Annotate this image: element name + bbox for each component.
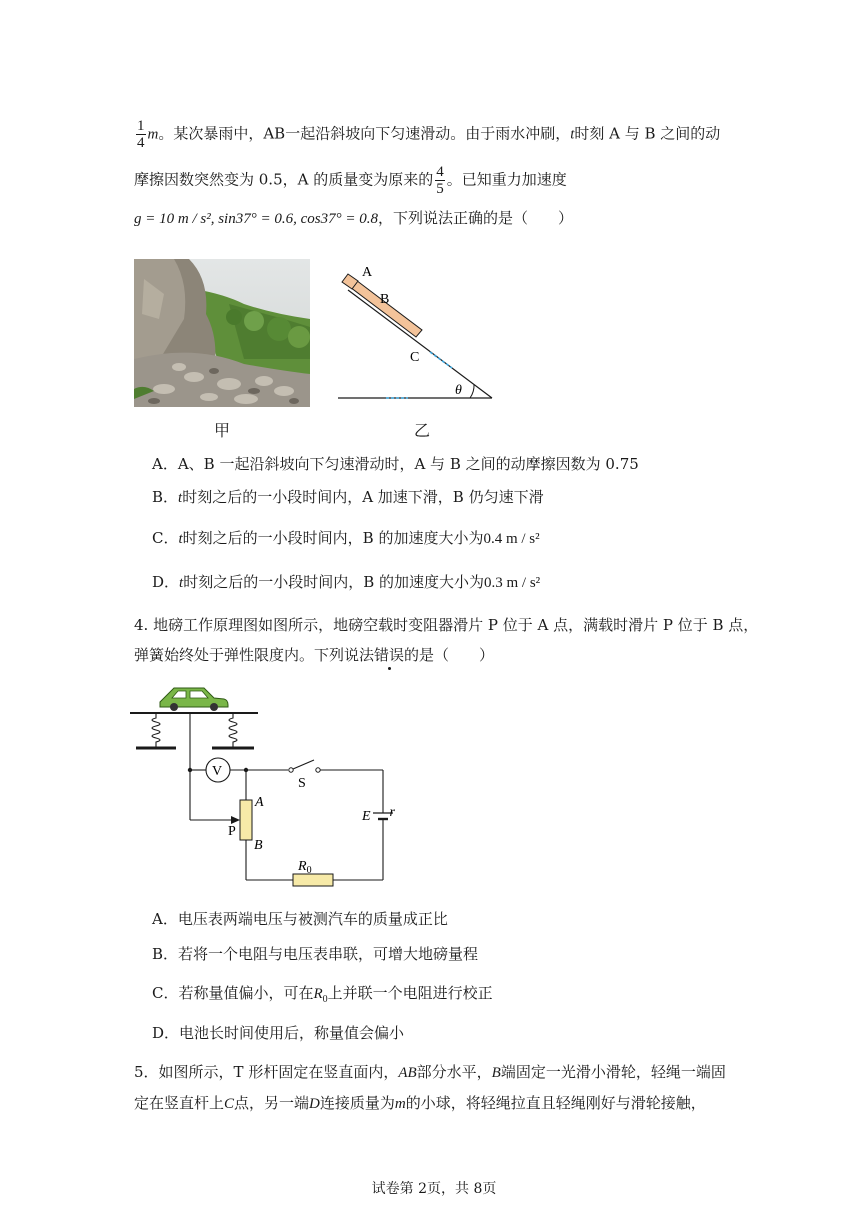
weighbridge-circuit-diagram <box>128 680 393 890</box>
switch-label: S <box>298 776 306 791</box>
q3-option-d: D．t时刻之后的一小段时间内，B 的加速度大小为0.3 m / s² <box>152 573 541 591</box>
fraction-four-fifths: $\frac{4}{5}$ <box>436 164 444 197</box>
label-B: B <box>380 292 390 307</box>
q3-line-1: $\frac{1}{4}$ m。某次暴雨中，AB一起沿斜坡向下匀速滑动。由于雨水冲刷，t时刻 A 与 B 之间的动 <box>137 118 721 151</box>
q4-option-a: A．电压表两端电压与被测汽车的质量成正比 <box>152 910 448 928</box>
car-icon <box>160 688 228 711</box>
q3-line-2: 摩擦因数突然变为 0.5，A 的质量变为原来的 $\frac{4}{5}$ 。已知重力加速度 <box>134 164 567 197</box>
internal-resistance-label: r <box>389 805 395 820</box>
q3-option-a: A．A、B 一起沿斜坡向下匀速滑动时，A 与 B 之间的动摩擦因数为 0.75 <box>152 455 639 473</box>
q5-line-1: 5．如图所示，T 形杆固定在竖直面内，AB部分水平，B端固定一光滑小滑轮，轻绳一端固 <box>134 1063 726 1081</box>
q4-option-d: D．电池长时间使用后，称量值会偏小 <box>152 1024 405 1042</box>
q4-line-2: 弹簧始终处于弹性限度内。下列说法错误的是（ ） <box>134 646 495 664</box>
q4-option-b: B．若将一个电阻与电压表串联，可增大地磅量程 <box>152 945 479 963</box>
q3-option-c: C．t时刻之后的一小段时间内，B 的加速度大小为0.4 m / s² <box>152 529 540 547</box>
slider-p-label: P <box>228 824 236 839</box>
page-footer: 试卷第 2页，共 8页 <box>371 1181 497 1197</box>
landslide-photo <box>134 259 310 407</box>
resistor-r0-label: $R_0$ <box>298 859 312 876</box>
figure-jia-caption: 甲 <box>214 421 231 440</box>
given-constants-formula: g = 10 m / s², sin37° = 0.6, cos37° = 0.8 <box>134 211 378 227</box>
emf-label: E <box>362 809 371 824</box>
voltmeter-label: V <box>212 764 223 779</box>
label-theta: θ <box>455 383 462 398</box>
point-a-label: A <box>255 795 264 810</box>
incline-diagram <box>330 262 505 407</box>
q4-option-c: C．若称量值偏小，可在$R_0$上并联一个电阻进行校正 <box>152 984 493 1005</box>
label-C: C <box>410 350 420 365</box>
fraction-one-quarter: $\frac{1}{4}$ <box>137 118 145 151</box>
q3-option-b: B．t时刻之后的一小段时间内，A 加速下滑，B 仍匀速下滑 <box>152 488 544 506</box>
figure-yi-caption: 乙 <box>414 421 431 440</box>
label-A: A <box>362 265 373 280</box>
q3-line-3: g = 10 m / s², sin37° = 0.6, cos37° = 0.8，下列说法正确的是（ ） <box>134 209 573 227</box>
point-b-label: B <box>254 838 263 853</box>
emphasis-wrong: 错误 <box>374 646 405 664</box>
q4-line-1: 4. 地磅工作原理图如图所示，地磅空载时变阻器滑片 P 位于 A 点，满载时滑片 P 位于 B 点， <box>134 616 759 634</box>
q5-line-2: 定在竖直杆上C点，另一端D连接质量为m的小球，将轻绳拉直且轻绳刚好与滑轮接触， <box>134 1094 706 1112</box>
